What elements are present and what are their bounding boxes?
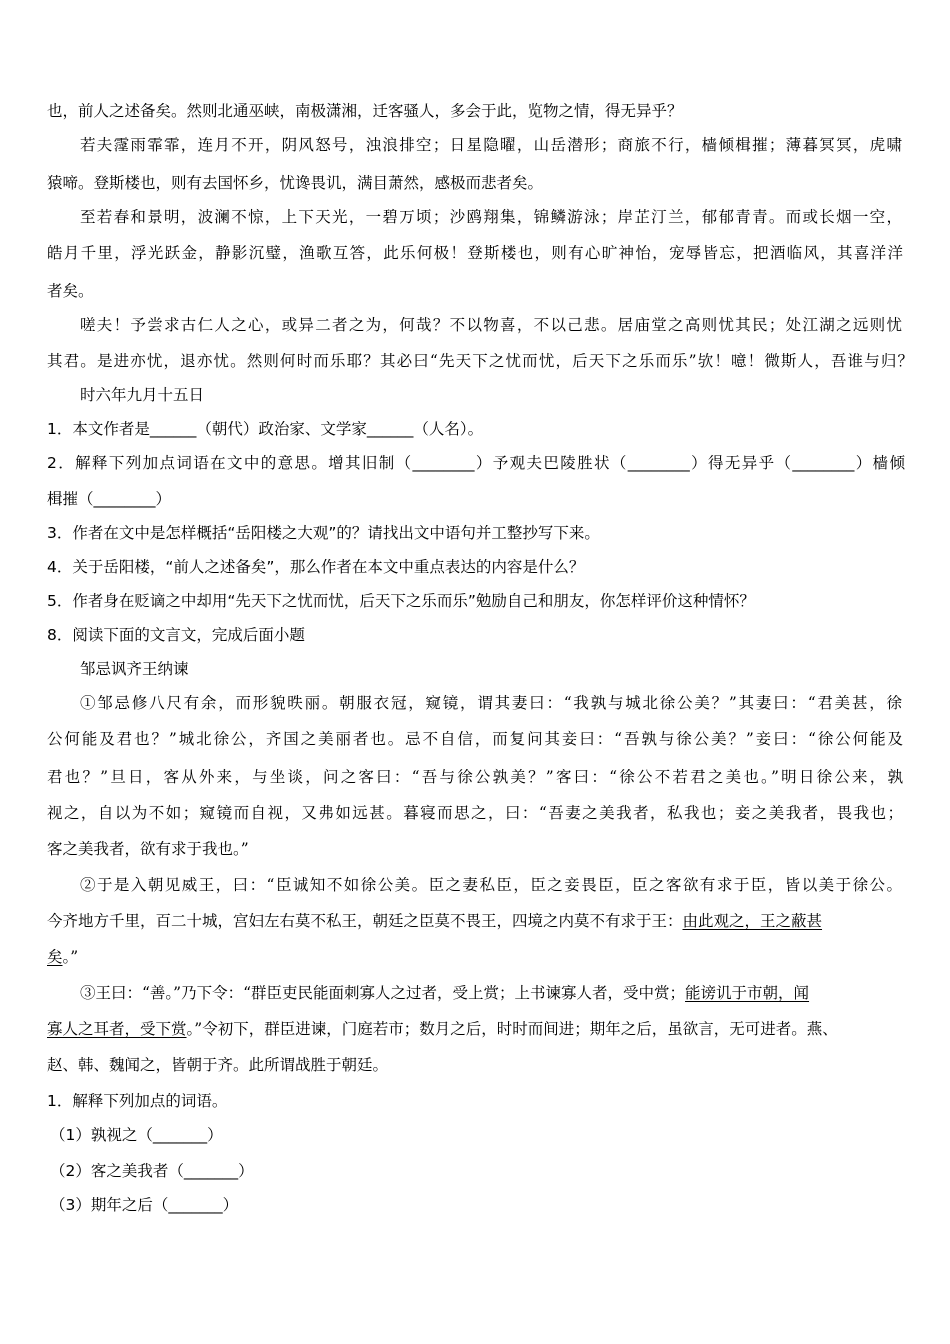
question-3: 3．作者在文中是怎样概括“岳阳楼之大观”的？请找出文中语句并工整抄写下来。: [47, 524, 600, 542]
text-line: 皓月千里，浮光跃金，静影沉璧，渔歌互答，此乐何极！登斯楼也，则有心旷神怡，宠辱皆忘，把酒临风，其喜洋洋: [47, 244, 903, 262]
text-line: 嗟夫！予尝求古仁人之心，或异二者之为，何哉？不以物喜，不以己悲。居庙堂之高则忧其民；处江湖之远则忧: [80, 316, 902, 334]
text-line: 其君。是进亦忧，退亦忧。然则何时而乐耶？其必曰“先天下之忧而忧，后天下之乐而乐”欤！噫！微斯人，吾谁与归？: [47, 352, 913, 370]
text-line: 者矣。: [47, 282, 94, 300]
question-2: 2．解释下列加点词语在文中的意思。增其旧制（________）予观夫巴陵胜状（________）得无异乎（________）樯倾: [47, 454, 905, 472]
text-span: 今齐地方千里，百二十城，宫妇左右莫不私王，朝廷之臣莫不畏王，四境之内莫不有求于王：: [47, 912, 683, 930]
underlined-sentence: 矣: [47, 948, 63, 966]
question-1: 1．本文作者是______（朝代）政治家、文学家______（人名）。: [47, 420, 484, 438]
sub-question-1: 1．解释下列加点的词语。: [47, 1092, 228, 1110]
text-line: 客之美我者，欲有求于我也。”: [47, 840, 249, 858]
text-line: 视之，自以为不如；窥镜而自视，又弗如远甚。暮寝而思之，曰：“吾妻之美我者，私我也；妾之美我者，畏我也；: [47, 804, 903, 822]
question-5: 5．作者身在贬谪之中却用“先天下之忧而忧，后天下之乐而乐”勉励自己和朋友，你怎样评价这种情怀？: [47, 592, 755, 610]
underlined-sentence: 由此观之，王之蔽甚: [682, 912, 823, 930]
section-8-heading: 8．阅读下面的文言文，完成后面小题: [47, 626, 305, 644]
text-line: [47, 910, 822, 932]
text-line: 至若春和景明，波澜不惊，上下天光，一碧万顷；沙鸥翔集，锦鳞游泳；岸芷汀兰，郁郁青青。而或长烟一空，: [80, 208, 902, 226]
text-span: 。”令初下，群臣进谏，门庭若市；数月之后，时时而间进；期年之后，虽欲言，无可进者。燕、: [186, 1020, 838, 1038]
text-line: 猿啼。登斯楼也，则有去国怀乡，忧谗畏讥，满目萧然，感极而悲者矣。: [47, 174, 544, 192]
text-line: 赵、韩、魏闻之，皆朝于齐。此所谓战胜于朝廷。: [47, 1056, 389, 1074]
underlined-sentence: 能谤讥于市朝，闻: [685, 984, 810, 1002]
text-span: 。”: [62, 948, 79, 966]
text-line: [47, 946, 78, 968]
text-line: [80, 982, 809, 1004]
question-2-cont: 楫摧（________）: [47, 490, 172, 508]
sub-question-1-3: （3）期年之后（_______）: [50, 1196, 239, 1214]
text-line: 若夫霪雨霏霏，连月不开，阴风怒号，浊浪排空；日星隐曜，山岳潜形；商旅不行，樯倾楫摧；薄暮冥冥，虎啸: [80, 136, 902, 154]
text-line: 公何能及君也？”城北徐公，齐国之美丽者也。忌不自信，而复问其妾曰：“吾孰与徐公美？”妾曰：“徐公何能及: [47, 730, 903, 748]
text-line: ②于是入朝见威王，曰：“臣诚知不如徐公美。臣之妻私臣，臣之妾畏臣，臣之客欲有求于臣，皆以美于徐公。: [80, 876, 902, 894]
sub-question-1-2: （2）客之美我者（_______）: [50, 1162, 254, 1180]
text-span: ③王曰：“善。”乃下令：“群臣吏民能面刺寡人之过者，受上赏；上书谏寡人者，受中赏；: [80, 984, 686, 1002]
question-4: 4．关于岳阳楼，“前人之述备矣”，那么作者在本文中重点表达的内容是什么？: [47, 558, 585, 576]
text-line: 君也？”旦日，客从外来，与坐谈，问之客曰：“吾与徐公孰美？”客曰：“徐公不若君之美也。”明日徐公来，孰: [47, 768, 903, 786]
underlined-sentence: 寡人之耳者，受下赏: [47, 1020, 187, 1038]
passage-title: 邹忌讽齐王纳谏: [80, 660, 189, 678]
text-line: 也，前人之述备矣。然则北通巫峡，南极潇湘，迁客骚人，多会于此，览物之情，得无异乎？: [47, 102, 683, 120]
text-line: [47, 1018, 838, 1040]
text-line: ①邹忌修八尺有余，而形貌昳丽。朝服衣冠，窥镜，谓其妻曰：“我孰与城北徐公美？”其妻曰：“君美甚，徐: [80, 694, 902, 712]
date-line: 时六年九月十五日: [80, 386, 205, 404]
sub-question-1-1: （1）孰视之（_______）: [50, 1126, 223, 1144]
